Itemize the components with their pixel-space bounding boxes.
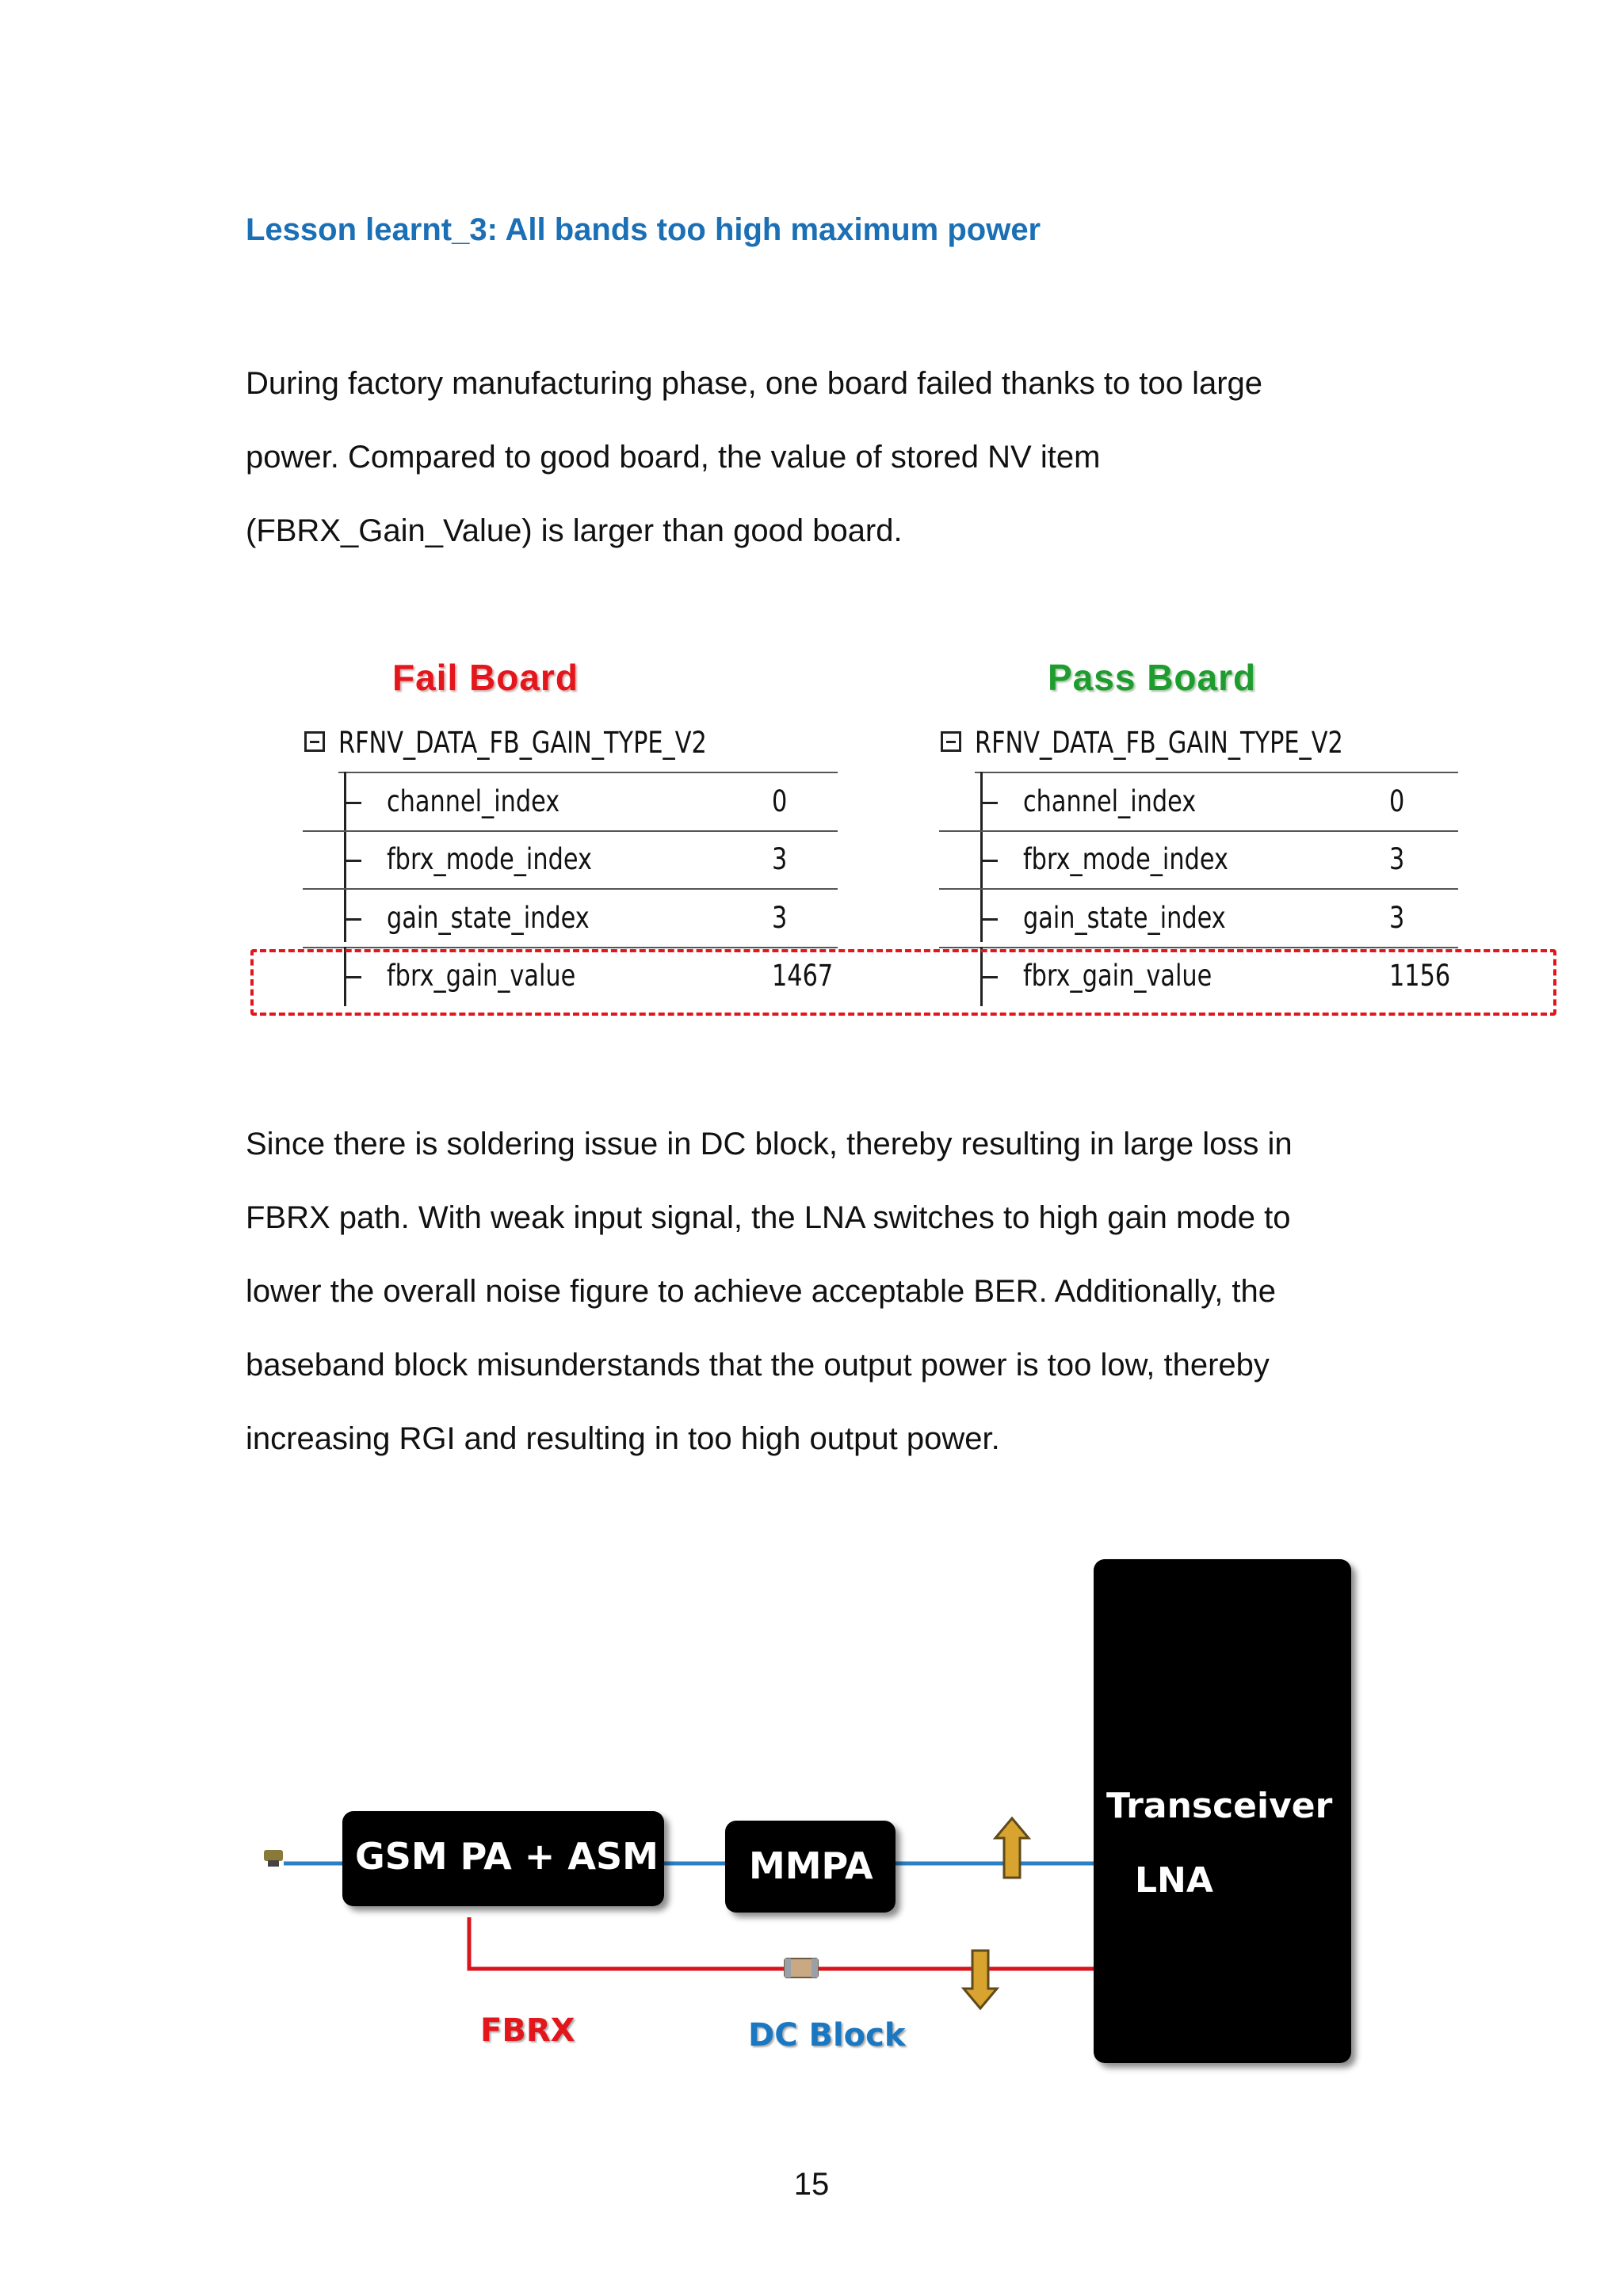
nv-field-value: 3 [772,901,788,935]
tree-branch [344,802,361,804]
up-arrow-icon [995,1818,1029,1878]
down-arrow-icon [964,1951,997,2008]
tree-branch [980,802,998,804]
lna-label: LNA [1135,1860,1213,1901]
highlight-dashed-box [250,949,1556,1016]
row-divider [303,888,838,890]
row-divider [939,947,1458,948]
paragraph-line: increasing RGI and resulting in too high output power. [246,1421,1000,1456]
dc-block-label: DC Block [748,2017,906,2054]
gsm-pa-asm-label: GSM PA + ASM [355,1835,659,1878]
nv-field-name: channel_index [387,784,560,818]
paragraph-line: lower the overall noise figure to achieve acceptable BER. Additionally, the [246,1274,1277,1309]
tree-connector [344,772,346,942]
mmpa-block [725,1821,896,1913]
nv-field-value: 3 [1389,901,1405,935]
intro-paragraph [246,347,1434,568]
page-number: 15 [793,2167,830,2202]
tree-branch [980,918,998,921]
block-diagram [0,1537,1623,2092]
row-divider [303,830,838,832]
gsm-pa-asm-block [342,1811,664,1906]
fail-board-title: Fail Board [392,657,579,698]
nv-field-name: fbrx_mode_index [387,842,592,876]
nv-field-name: channel_index [1023,784,1197,818]
mmpa-label: MMPA [749,1844,873,1887]
paragraph-line: baseband block misunderstands that the output power is too low, thereby [246,1348,1270,1383]
nv-field-name: fbrx_gain_value [387,959,576,993]
collapse-icon[interactable] [941,731,961,752]
pass-board-title: Pass Board [1048,657,1257,698]
tree-branch [344,860,361,862]
nv-field-value: 0 [1389,784,1405,818]
nv-field-name: gain_state_index [387,901,590,935]
antenna-icon [264,1850,283,1867]
transceiver-label: Transceiver [1106,1786,1333,1826]
paragraph-line: Since there is soldering issue in DC block, thereby resulting in large loss in [246,1127,1293,1161]
row-divider [939,830,1458,832]
transceiver-block [1094,1559,1351,2063]
tree-connector [980,772,983,942]
dc-block-capacitor-icon [785,1958,818,1978]
paragraph-line: During factory manufacturing phase, one board failed thanks to too large [246,366,1263,401]
paragraph-line: power. Compared to good board, the value of stored NV item [246,440,1101,475]
nv-field-name: gain_state_index [1023,901,1226,935]
fbrx-path-line [469,1917,786,1969]
nv-field-value: 1467 [772,959,834,993]
fbrx-label: FBRX [480,2012,575,2049]
nv-field-value: 1156 [1389,959,1451,993]
row-divider [338,772,838,773]
nv-field-value: 3 [772,842,788,876]
diagram-wires [0,1537,1623,2092]
nv-field-name: fbrx_gain_value [1023,959,1212,993]
paragraph-line: (FBRX_Gain_Value) is larger than good board. [246,513,903,548]
collapse-icon[interactable] [304,731,325,752]
paragraph-line: FBRX path. With weak input signal, the LNA switches to high gain mode to [246,1200,1291,1235]
row-divider [303,947,838,948]
tree-branch [980,860,998,862]
row-divider [939,888,1458,890]
row-divider [975,772,1458,773]
nv-root-name: RFNV_DATA_FB_GAIN_TYPE_V2 [338,726,707,760]
nv-field-value: 0 [772,784,788,818]
tree-branch [344,918,361,921]
nv-field-name: fbrx_mode_index [1023,842,1228,876]
nv-field-value: 3 [1389,842,1405,876]
section-heading: Lesson learnt_3: All bands too high maximum power [246,212,1041,247]
explanation-paragraph [246,1108,1434,1476]
nv-root-name: RFNV_DATA_FB_GAIN_TYPE_V2 [975,726,1343,760]
